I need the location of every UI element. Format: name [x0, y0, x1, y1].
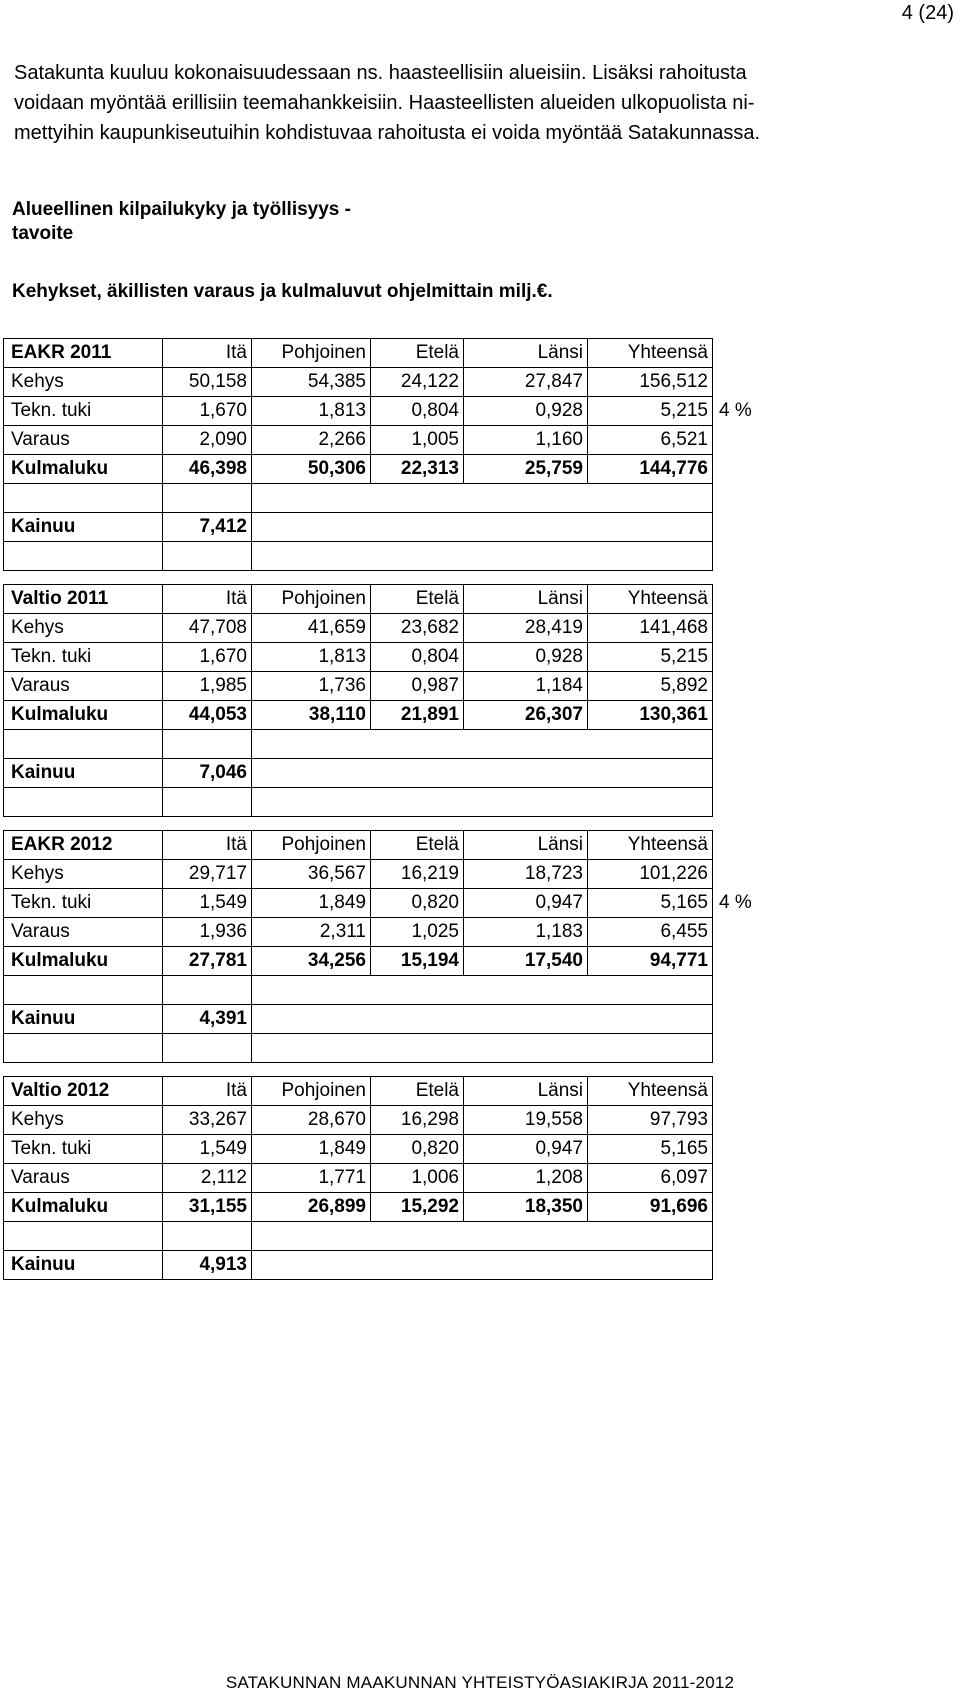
heading-line: Alueellinen kilpailukyky ja työllisyys - [12, 199, 351, 220]
note-cell [713, 1077, 784, 1106]
table-header-row [4, 339, 784, 368]
spacer-row [4, 484, 784, 513]
table-cell: 0,804 [371, 643, 464, 672]
empty-cell [252, 1005, 713, 1034]
note-cell [713, 455, 784, 484]
kainuu-row [4, 513, 784, 542]
table-cell: 1,849 [252, 889, 371, 918]
spacer-row [4, 1034, 784, 1063]
row-label: Kulmaluku [4, 701, 163, 730]
spacer-row [4, 542, 784, 571]
kainuu-row [4, 759, 784, 788]
column-header: Pohjoinen [252, 1077, 371, 1106]
note-cell [713, 947, 784, 976]
table-cell: 38,110 [252, 701, 371, 730]
note-cell [713, 1222, 784, 1251]
table-row [4, 368, 784, 397]
spacer-row [4, 1222, 784, 1251]
table-row [4, 947, 784, 976]
table-cell: 1,985 [163, 672, 252, 701]
table-cell: 0,947 [464, 889, 588, 918]
table-cell: 44,053 [163, 701, 252, 730]
table-cell: 1,936 [163, 918, 252, 947]
row-label: Kainuu [4, 759, 163, 788]
note-cell [713, 643, 784, 672]
table-cell: 141,468 [588, 614, 713, 643]
table-cell: 22,313 [371, 455, 464, 484]
note-cell [713, 918, 784, 947]
table-cell: 4,913 [163, 1251, 252, 1280]
spacer-cell [252, 730, 713, 759]
document-footer: SATAKUNNAN MAAKUNNAN YHTEISTYÖASIAKIRJA 2011-2012 [225, 1673, 735, 1692]
spacer-cell [252, 788, 713, 817]
table-cell: 1,549 [163, 889, 252, 918]
intro-line: Satakunta kuuluu kokonaisuudessaan ns. haasteellisiin alueisiin. Lisäksi rahoitusta [14, 62, 747, 84]
table-cell: 7,046 [163, 759, 252, 788]
spacer-cell [4, 976, 163, 1005]
spacer-row [4, 976, 784, 1005]
column-header: Itä [163, 831, 252, 860]
column-header: Länsi [464, 585, 588, 614]
note-cell [713, 1164, 784, 1193]
table-cell: 41,659 [252, 614, 371, 643]
table-cell: 19,558 [464, 1106, 588, 1135]
table-cell: 6,455 [588, 918, 713, 947]
table-cell: 91,696 [588, 1193, 713, 1222]
note-cell [713, 585, 784, 614]
section-heading [12, 198, 351, 246]
table-cell: 0,928 [464, 643, 588, 672]
table-cell: 1,160 [464, 426, 588, 455]
table-cell: 2,266 [252, 426, 371, 455]
table-row [4, 643, 784, 672]
note-cell [713, 1135, 784, 1164]
table-cell: 1,736 [252, 672, 371, 701]
empty-cell [252, 1251, 713, 1280]
note-cell [713, 672, 784, 701]
table-cell: 0,987 [371, 672, 464, 701]
allocation-table [3, 830, 784, 1063]
note-cell [713, 542, 784, 571]
heading-line: tavoite [12, 223, 74, 244]
table-cell: 1,549 [163, 1135, 252, 1164]
table-row [4, 860, 784, 889]
spacer-cell [163, 976, 252, 1005]
table-cell: 18,723 [464, 860, 588, 889]
column-header: Etelä [371, 585, 464, 614]
note-cell [713, 614, 784, 643]
column-header: Pohjoinen [252, 585, 371, 614]
table-cell: 144,776 [588, 455, 713, 484]
table-cell: 5,165 [588, 889, 713, 918]
empty-cell [252, 513, 713, 542]
note-cell: 4 % [719, 400, 752, 421]
row-label: Varaus [4, 672, 163, 701]
spacer-cell [4, 1034, 163, 1063]
table-cell: 34,256 [252, 947, 371, 976]
table-cell: 36,567 [252, 860, 371, 889]
table-row [4, 455, 784, 484]
table-cell: 1,813 [252, 397, 371, 426]
empty-cell [252, 759, 713, 788]
spacer-cell [4, 788, 163, 817]
table-cell: 1,006 [371, 1164, 464, 1193]
spacer-cell [163, 730, 252, 759]
table-header-row [4, 1077, 784, 1106]
table-cell: 46,398 [163, 455, 252, 484]
note-cell [713, 426, 784, 455]
table-row [4, 1135, 784, 1164]
table-cell: 18,350 [464, 1193, 588, 1222]
intro-paragraph [14, 58, 949, 148]
table-title: Valtio 2011 [4, 585, 163, 614]
table-cell: 0,820 [371, 889, 464, 918]
table-cell: 6,521 [588, 426, 713, 455]
table-cell: 5,892 [588, 672, 713, 701]
table-row [4, 426, 784, 455]
table-cell: 5,215 [588, 397, 713, 426]
table-cell: 27,847 [464, 368, 588, 397]
note-cell [713, 759, 784, 788]
table-cell: 97,793 [588, 1106, 713, 1135]
note-cell [713, 730, 784, 759]
table-cell: 16,219 [371, 860, 464, 889]
note-cell [713, 1251, 784, 1280]
table-cell: 31,155 [163, 1193, 252, 1222]
spacer-cell [252, 976, 713, 1005]
table-cell: 156,512 [588, 368, 713, 397]
spacer-cell [163, 1034, 252, 1063]
table-cell: 16,298 [371, 1106, 464, 1135]
table-cell: 29,717 [163, 860, 252, 889]
note-cell [713, 831, 784, 860]
table-cell: 1,813 [252, 643, 371, 672]
note-cell [713, 513, 784, 542]
note-cell [713, 1005, 784, 1034]
table-row [4, 1106, 784, 1135]
spacer-cell [252, 1222, 713, 1251]
column-header: Pohjoinen [252, 831, 371, 860]
note-cell [713, 368, 784, 397]
column-header: Yhteensä [588, 1077, 713, 1106]
table-row [4, 614, 784, 643]
table-cell: 28,670 [252, 1106, 371, 1135]
table-row [4, 918, 784, 947]
table-row [4, 1193, 784, 1222]
note-cell [713, 860, 784, 889]
column-header: Etelä [371, 831, 464, 860]
row-label: Kulmaluku [4, 947, 163, 976]
spacer-cell [252, 542, 713, 571]
intro-line: voidaan myöntää erillisiin teemahankkeisiin. Haasteellisten alueiden ulkopuolista ni- [14, 92, 755, 114]
table-cell: 17,540 [464, 947, 588, 976]
allocation-table [3, 1076, 784, 1280]
table-cell: 7,412 [163, 513, 252, 542]
note-cell [713, 701, 784, 730]
row-label: Kehys [4, 614, 163, 643]
note-cell [713, 484, 784, 513]
row-label: Kulmaluku [4, 1193, 163, 1222]
table-row [4, 397, 784, 426]
table-cell: 1,849 [252, 1135, 371, 1164]
column-header: Yhteensä [588, 585, 713, 614]
table-cell: 23,682 [371, 614, 464, 643]
table-caption: Kehykset, äkillisten varaus ja kulmaluvut ohjelmittain milj.€. [12, 281, 553, 302]
table-cell: 0,804 [371, 397, 464, 426]
spacer-cell [252, 1034, 713, 1063]
table-cell: 26,307 [464, 701, 588, 730]
table-cell: 130,361 [588, 701, 713, 730]
row-label: Tekn. tuki [4, 889, 163, 918]
kainuu-row [4, 1251, 784, 1280]
allocation-table [3, 338, 784, 571]
note-cell: 4 % [719, 892, 752, 913]
column-header: Länsi [464, 831, 588, 860]
table-cell: 21,891 [371, 701, 464, 730]
note-cell [713, 339, 784, 368]
table-header-row [4, 831, 784, 860]
spacer-cell [163, 484, 252, 513]
table-cell: 1,184 [464, 672, 588, 701]
row-label: Varaus [4, 426, 163, 455]
column-header: Etelä [371, 1077, 464, 1106]
table-cell: 15,292 [371, 1193, 464, 1222]
kainuu-row [4, 1005, 784, 1034]
table-row [4, 1164, 784, 1193]
table-cell: 5,165 [588, 1135, 713, 1164]
row-label: Tekn. tuki [4, 1135, 163, 1164]
note-cell [713, 1106, 784, 1135]
table-cell: 50,306 [252, 455, 371, 484]
table-title: Valtio 2012 [4, 1077, 163, 1106]
row-label: Kehys [4, 860, 163, 889]
table-cell: 1,670 [163, 397, 252, 426]
table-cell: 25,759 [464, 455, 588, 484]
row-label: Kainuu [4, 1251, 163, 1280]
table-cell: 6,097 [588, 1164, 713, 1193]
row-label: Tekn. tuki [4, 397, 163, 426]
table-header-row [4, 585, 784, 614]
table-cell: 26,899 [252, 1193, 371, 1222]
spacer-row [4, 788, 784, 817]
table-cell: 15,194 [371, 947, 464, 976]
spacer-cell [163, 542, 252, 571]
table-row [4, 701, 784, 730]
note-cell [713, 788, 784, 817]
table-row [4, 672, 784, 701]
row-label: Varaus [4, 1164, 163, 1193]
column-header: Yhteensä [588, 831, 713, 860]
table-cell: 28,419 [464, 614, 588, 643]
table-cell: 2,090 [163, 426, 252, 455]
spacer-cell [252, 484, 713, 513]
row-label: Kainuu [4, 513, 163, 542]
table-cell: 50,158 [163, 368, 252, 397]
column-header: Pohjoinen [252, 339, 371, 368]
table-cell: 1,670 [163, 643, 252, 672]
row-label: Varaus [4, 918, 163, 947]
table-title: EAKR 2011 [4, 339, 163, 368]
table-cell: 2,112 [163, 1164, 252, 1193]
spacer-cell [163, 788, 252, 817]
table-cell: 33,267 [163, 1106, 252, 1135]
spacer-cell [4, 1222, 163, 1251]
row-label: Kehys [4, 1106, 163, 1135]
table-cell: 47,708 [163, 614, 252, 643]
spacer-cell [4, 542, 163, 571]
column-header: Itä [163, 585, 252, 614]
table-cell: 1,005 [371, 426, 464, 455]
page-number: 4 (24) [901, 2, 954, 24]
table-cell: 1,183 [464, 918, 588, 947]
column-header: Etelä [371, 339, 464, 368]
table-cell: 0,820 [371, 1135, 464, 1164]
intro-line: mettyihin kaupunkiseutuihin kohdistuvaa rahoitusta ei voida myöntää Satakunnassa. [14, 122, 761, 144]
note-cell [713, 1034, 784, 1063]
row-label: Tekn. tuki [4, 643, 163, 672]
spacer-cell [4, 484, 163, 513]
note-cell [713, 1193, 784, 1222]
column-header: Länsi [464, 339, 588, 368]
table-cell: 2,311 [252, 918, 371, 947]
table-cell: 1,771 [252, 1164, 371, 1193]
table-cell: 27,781 [163, 947, 252, 976]
table-cell: 5,215 [588, 643, 713, 672]
spacer-cell [4, 730, 163, 759]
column-header: Itä [163, 339, 252, 368]
spacer-cell [163, 1222, 252, 1251]
table-cell: 1,025 [371, 918, 464, 947]
spacer-row [4, 730, 784, 759]
table-row [4, 889, 784, 918]
column-header: Itä [163, 1077, 252, 1106]
table-cell: 24,122 [371, 368, 464, 397]
column-header: Länsi [464, 1077, 588, 1106]
table-cell: 0,947 [464, 1135, 588, 1164]
table-cell: 54,385 [252, 368, 371, 397]
note-cell [713, 976, 784, 1005]
allocation-table [3, 584, 784, 817]
row-label: Kainuu [4, 1005, 163, 1034]
table-cell: 0,928 [464, 397, 588, 426]
table-cell: 101,226 [588, 860, 713, 889]
table-cell: 4,391 [163, 1005, 252, 1034]
table-cell: 94,771 [588, 947, 713, 976]
table-cell: 1,208 [464, 1164, 588, 1193]
row-label: Kehys [4, 368, 163, 397]
row-label: Kulmaluku [4, 455, 163, 484]
column-header: Yhteensä [588, 339, 713, 368]
table-title: EAKR 2012 [4, 831, 163, 860]
